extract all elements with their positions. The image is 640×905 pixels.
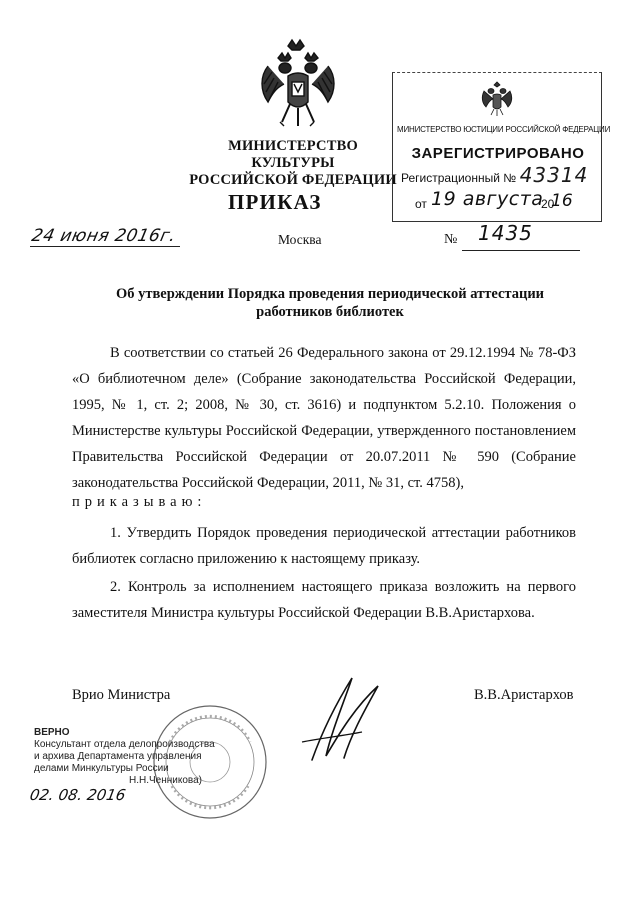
stamp-reg-number: 43314 bbox=[519, 163, 589, 187]
cert-line-3: делами Минкультуры России bbox=[34, 763, 169, 774]
stamp-year-value: 16 bbox=[551, 191, 573, 211]
cert-verno: ВЕРНО bbox=[34, 727, 70, 738]
order-directive: приказываю: bbox=[72, 494, 207, 510]
stamp-date-label: от bbox=[415, 197, 427, 211]
number-underline bbox=[462, 250, 580, 251]
certification-block bbox=[34, 727, 215, 787]
order-number-label: № bbox=[444, 232, 458, 247]
order-number-handwritten: 1435 bbox=[478, 221, 533, 245]
stamp-date-value: 19 августа bbox=[431, 188, 544, 210]
handwritten-signature-icon bbox=[282, 672, 392, 764]
stamp-eagle-icon bbox=[481, 81, 513, 117]
cert-line-4: Н.Н.Ченникова) bbox=[129, 775, 202, 786]
cert-line-2: и архива Департамента управления bbox=[34, 751, 202, 762]
stamp-year-label: 20 bbox=[541, 197, 555, 211]
ministry-name: МИНИСТЕРСТВО КУЛЬТУРЫ bbox=[228, 138, 358, 171]
signatory-name: В.В.Аристархов bbox=[474, 687, 574, 703]
order-subject bbox=[90, 285, 570, 321]
subject-line-1: Об утверждении Порядка проведения периодической аттестации bbox=[115, 286, 545, 302]
preamble-paragraph: В соответствии со статьей 26 Федерального закона от 29.12.1994 № 78-ФЗ «О библиотечном деле» (Собрание законодательства Российской Федерации, 1995, № 1, ст. 2; 2008, № 30, ст. 3616) и подпунктом 5.2.10. Положения о Министерстве культуры Российской Федерации, утвержденного постановлением Правительства Российской Федерации от 20.07.2011 № 590 (Собрание законодательства Российской Федерации, 2011, № 31, ст. 4758), bbox=[72, 345, 576, 491]
order-date-handwritten: 24 июня 2016г. bbox=[29, 226, 178, 246]
cert-line-1: Консультант отдела делопроизводства bbox=[34, 739, 215, 750]
cert-handwritten-date: 02. 08. 2016 bbox=[28, 786, 128, 804]
date-underline bbox=[30, 246, 180, 247]
order-item-2: 2. Контроль за исполнением настоящего приказа возложить на первого заместителя Министра культуры Российской Федерации В.В.Аристархова. bbox=[72, 579, 576, 621]
order-city: Москва bbox=[278, 232, 322, 247]
signatory-role: Врио Министра bbox=[72, 687, 171, 703]
double-headed-eagle-icon bbox=[258, 36, 338, 132]
registration-stamp bbox=[392, 72, 611, 222]
ministry-header bbox=[188, 138, 398, 189]
ministry-country: РОССИЙСКОЙ ФЕДЕРАЦИИ bbox=[189, 172, 397, 188]
stamp-organization: МИНИСТЕРСТВО ЮСТИЦИИ РОССИЙСКОЙ ФЕДЕРАЦИИ bbox=[397, 125, 611, 134]
stamp-reg-label: Регистрационный № bbox=[401, 171, 517, 185]
order-item-1: 1. Утвердить Порядок проведения периодической аттестации работников библиотек согласно приложению к настоящему приказу. bbox=[72, 525, 576, 567]
order-title: ПРИКАЗ bbox=[228, 190, 322, 214]
stamp-status: ЗАРЕГИСТРИРОВАНО bbox=[411, 145, 585, 162]
subject-line-2: работников библиотек bbox=[256, 304, 404, 320]
